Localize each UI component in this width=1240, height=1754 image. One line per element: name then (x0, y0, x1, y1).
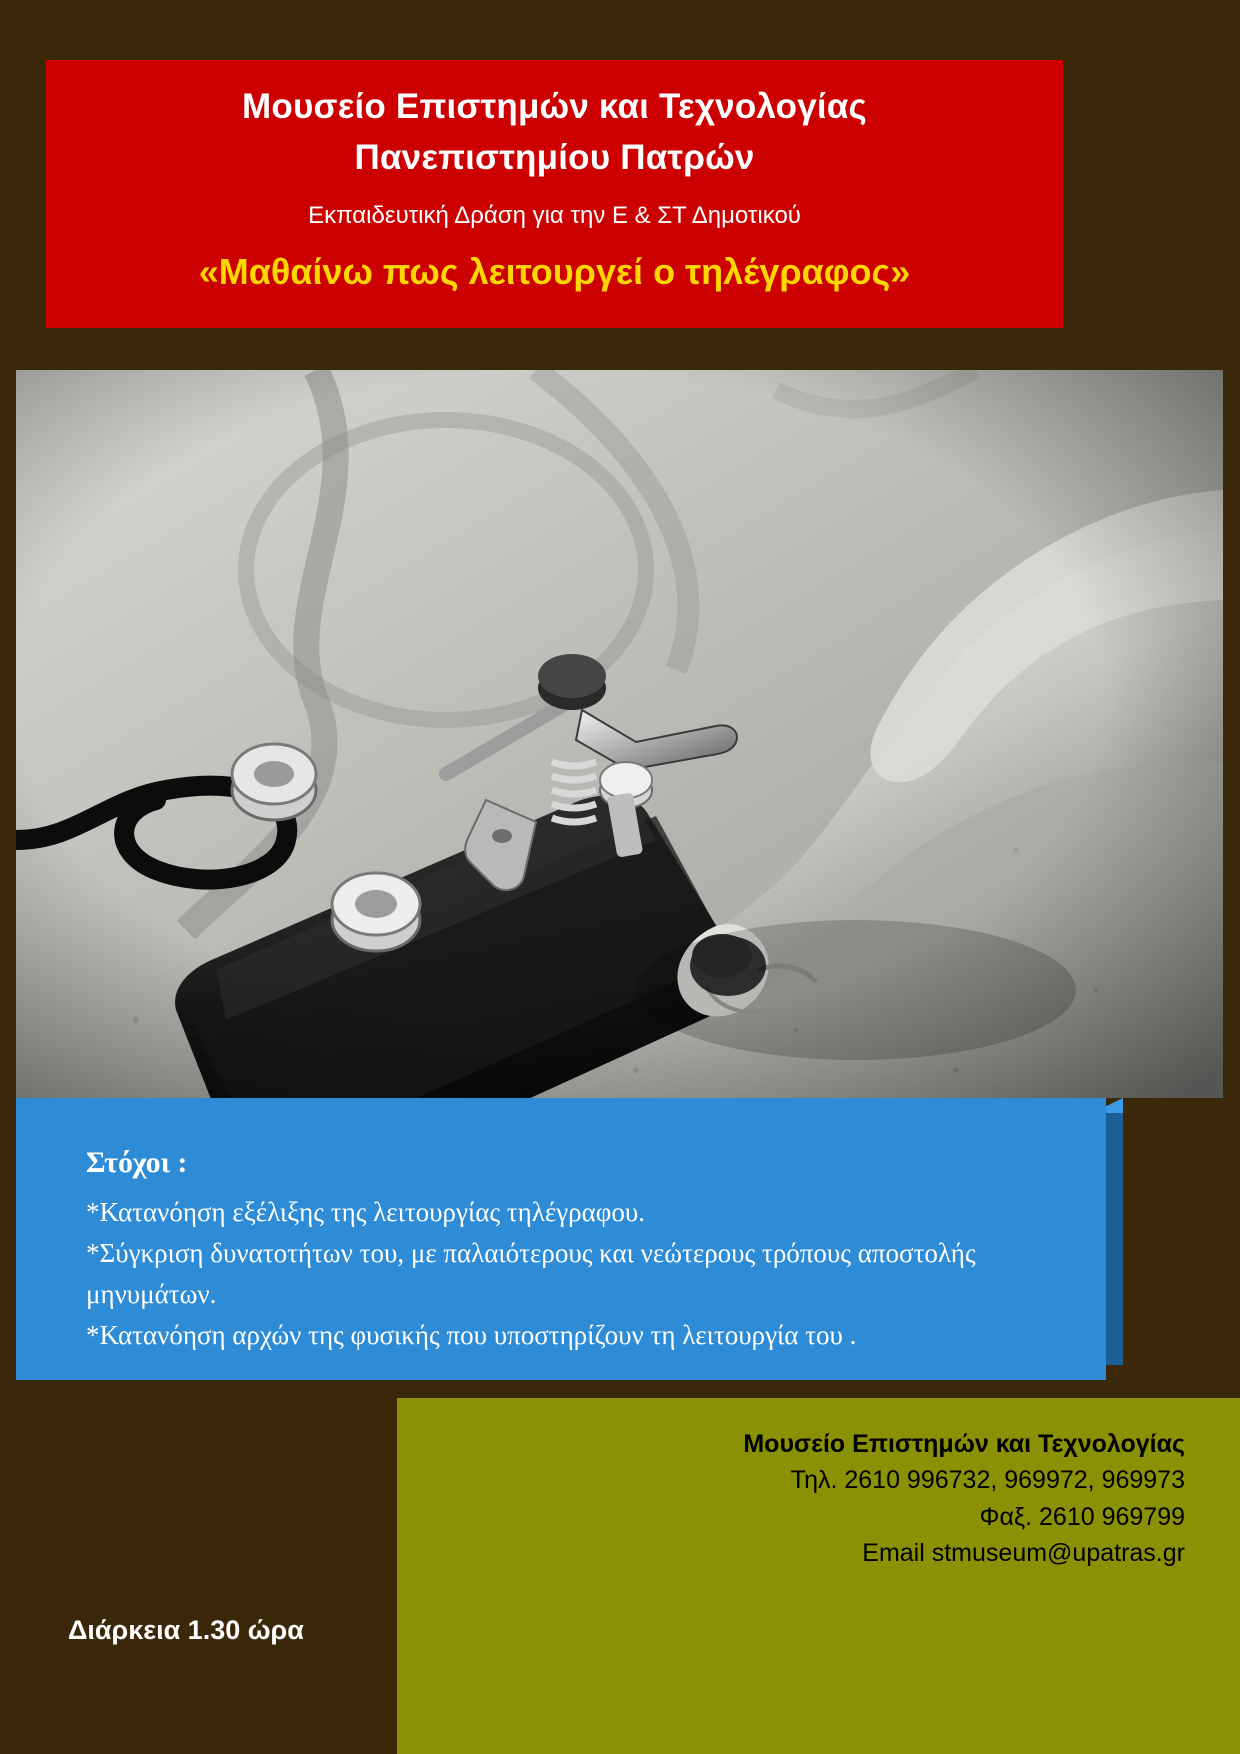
objective-item-2: *Σύγκριση δυνατοτήτων του, με παλαιότερους και νεώτερους τρόπους αποστολής μηνυμάτων. (86, 1238, 976, 1310)
museum-title-line1: Μουσείο Επιστημών και Τεχνολογίας (242, 87, 867, 126)
telegraph-photo-graphic (16, 370, 1223, 1098)
contact-email: Email stmuseum@upatras.gr (862, 1538, 1185, 1567)
objectives-panel (16, 1098, 1106, 1380)
contact-block (397, 1398, 1240, 1754)
blue-panel-shadow (1106, 1113, 1123, 1365)
telegraph-photo (16, 370, 1223, 1098)
contact-fax: Φαξ. 2610 969799 (979, 1502, 1185, 1531)
objectives-heading: Στόχοι : (86, 1146, 188, 1179)
activity-title: «Μαθαίνω πως λειτουργεί ο τηλέγραφος» (198, 250, 911, 292)
header-band (46, 60, 1063, 328)
contact-museum-name: Μουσείο Επιστημών και Τεχνολογίας (743, 1430, 1185, 1458)
objective-item-1: *Κατανόηση εξέλιξης της λειτουργίας τηλέγραφου. (86, 1197, 645, 1227)
museum-title-line2: Πανεπιστημίου Πατρών (354, 137, 755, 177)
contact-phone: Τηλ. 2610 996732, 969972, 969973 (790, 1466, 1185, 1495)
duration-label: Διάρκεια 1.30 ώρα (68, 1615, 304, 1645)
footer-left-block (0, 1398, 397, 1754)
objective-item-3: *Κατανόηση αρχών της φυσικής που υποστηρίζουν τη λειτουργία του . (86, 1320, 857, 1351)
header-subtitle: Εκπαιδευτική Δράση για την Ε & ΣΤ Δημοτικού (308, 201, 801, 229)
